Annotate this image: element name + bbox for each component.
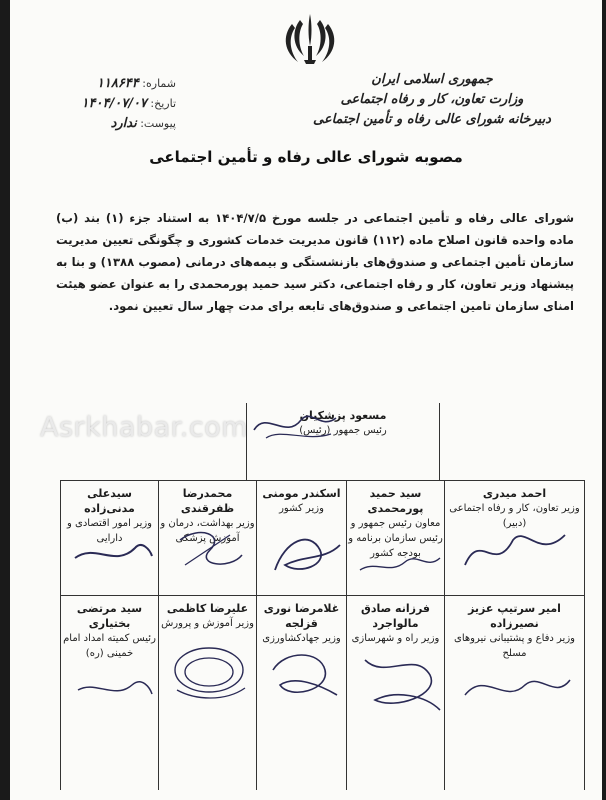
signatory-position: وزیر دفاع و پشتیبانی نیروهای مسلح — [454, 633, 575, 659]
signatory-position: وزیر امور اقتصادی و دارایی — [66, 518, 153, 544]
header-secretariat: دبیرخانه شورای عالی رفاه و تأمین اجتماعی — [313, 112, 551, 127]
letter-attachment — [56, 116, 176, 131]
signatory-name: امیر سرتیپ عزیز نصیرزاده — [468, 602, 561, 630]
signatory-cell — [159, 601, 256, 631]
signatory-name: اسکندر مومنی — [262, 487, 341, 500]
attachment-value: ندارد — [110, 116, 137, 131]
signature — [455, 660, 575, 715]
resolution-text: شورای عالی رفاه و تأمین اجتماعی در جلسه مورخ ۱۴۰۴/۷/۵ به استناد جزء (۱) بند (ب) ماده واحده قانون اصلاح ماده (۱۱۲) قانون مدیریت خدمات کشوری و چگونگی تعیین مدیریت سازمان تأمین اجتماعی و صندوق‌های بازنشستگی و بیمه‌های درمانی (مصوب ۱۳۸۸) و بنا به پیشنهاد وزیر تعاون، کار و رفاه اجتماعی، دکتر سید حمید پورمحمدی را به عنوان عضو هیئت امنای سازمان تامین اجتماعی و صندوق‌های تابعه برای مدت چهار سال تعیین نمود. — [56, 211, 575, 313]
header-country: جمهوری اسلامی ایران — [371, 72, 493, 87]
number-label: شماره: — [142, 77, 176, 90]
grid-line — [60, 595, 585, 596]
signatory-name: محمدرضا ظفرقندی — [180, 487, 235, 515]
signatory-name: سید حمید پورمحمدی — [367, 487, 424, 515]
document-title: مصوبه شورای عالی رفاه و تأمین اجتماعی — [149, 148, 463, 166]
iran-emblem-icon — [278, 10, 342, 70]
date-value: ۱۴۰۴/۰۷/۰۷ — [81, 96, 147, 111]
signatory-name: سیدعلی مدنی‌زاده — [84, 487, 135, 515]
signatory-position: وزیر آموزش و پرورش — [161, 618, 254, 629]
signatory-name: احمد میدری — [482, 487, 547, 500]
signature — [165, 630, 253, 710]
date-label: تاریخ: — [150, 97, 176, 110]
grid-line — [584, 480, 585, 790]
number-value: ۱۱۸۶۴۴ — [96, 76, 139, 91]
signatory-position: معاون رئیس جمهور و رئیس سازمان برنامه و بودجه کشور — [348, 518, 443, 559]
letter-date — [56, 96, 176, 111]
signatory-name: مسعود پزشکیان — [299, 409, 387, 422]
signatory-name: فرزانه صادق مالواجرد — [360, 602, 431, 630]
signature — [70, 528, 155, 573]
signatory-name: علیرضا کاظمی — [166, 602, 249, 615]
signatory-position: رئیس کمیته امداد امام خمینی (ره) — [63, 633, 156, 659]
signatory-position: وزیر کشور — [279, 503, 324, 514]
header-ministry: وزارت تعاون، کار و رفاه اجتماعی — [340, 92, 524, 107]
signatory-name: غلامرضا نوری قزلجه — [263, 602, 340, 630]
signature — [170, 520, 250, 580]
signatory-cell — [445, 601, 584, 661]
signatory-position: رئیس جمهور (رئیس) — [299, 425, 387, 436]
signatory-cell — [257, 486, 346, 516]
grid-line — [60, 480, 585, 481]
document-page — [10, 0, 602, 800]
signatory-cell — [61, 601, 158, 661]
signature — [70, 660, 155, 710]
signature — [355, 640, 445, 720]
grid-line — [439, 403, 440, 480]
watermark: Asrkhabar.com — [40, 412, 248, 443]
signature — [265, 640, 345, 710]
signatory-position: وزیر جهادکشاورزی — [262, 633, 341, 644]
signatory-position: وزیر راه و شهرسازی — [351, 633, 440, 644]
signatory-name: سید مرتضی بختیاری — [76, 602, 143, 630]
signatory-position: وزیر بهداشت، درمان و آموزش پزشکی — [160, 518, 255, 544]
attachment-label: پیوست: — [140, 117, 176, 130]
signature — [265, 520, 345, 585]
signature — [355, 540, 445, 580]
signatory-position: وزیر تعاون، کار و رفاه اجتماعی (دبیر) — [449, 503, 580, 529]
signature — [455, 520, 575, 580]
letter-number — [56, 76, 176, 91]
signature-president — [246, 400, 346, 450]
